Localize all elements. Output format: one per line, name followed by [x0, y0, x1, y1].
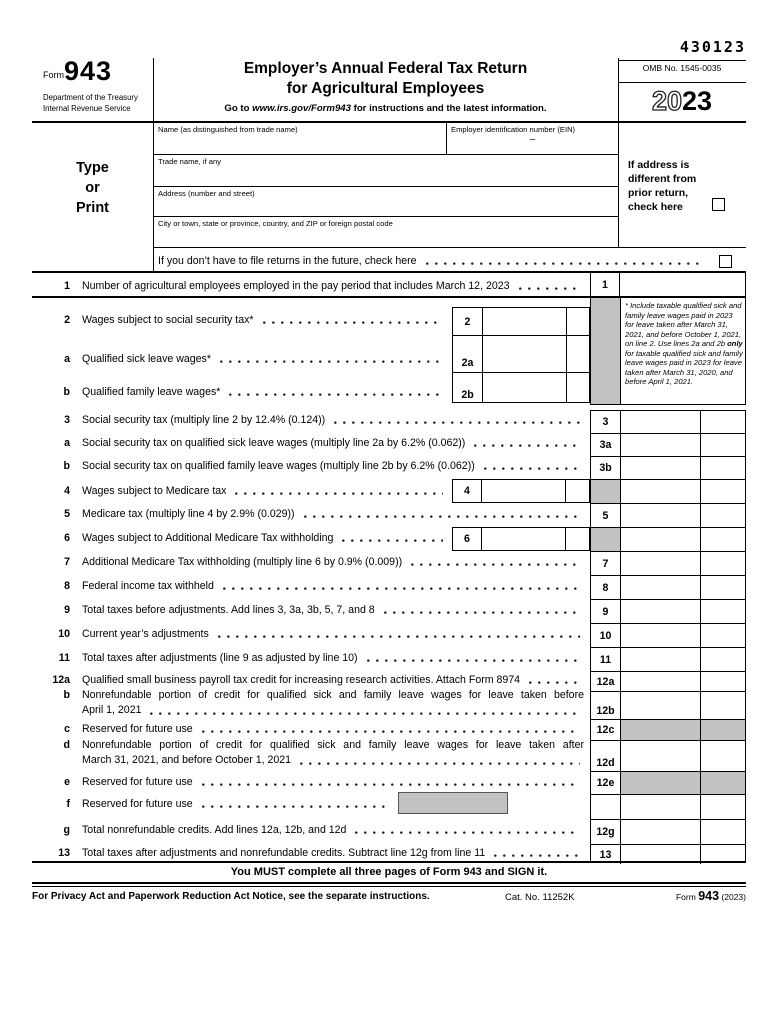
- line-5-cents-cell[interactable]: [701, 504, 745, 527]
- line-12d-box: 12d: [591, 741, 621, 771]
- line-6-box-group: [452, 527, 590, 551]
- line-12a-box: 12a: [591, 672, 621, 691]
- line-12b-box: 12b: [591, 692, 621, 719]
- line-12d: [63, 738, 584, 768]
- line-3-cells: [591, 411, 745, 434]
- line-3a-cells: [591, 434, 745, 457]
- line-8-number: 8: [64, 580, 70, 592]
- line-3-box: 3: [591, 411, 621, 433]
- line-12g-amount-cell[interactable]: [621, 820, 701, 844]
- line-12c-label: Reserved for future use: [82, 723, 193, 735]
- dot-leader: [202, 730, 580, 734]
- line-6-box: 6: [453, 528, 482, 550]
- name-field-label: Name (as distinguished from trade name): [158, 125, 298, 134]
- dot-leader: [223, 587, 580, 591]
- line-2-amount-cell[interactable]: [482, 308, 566, 335]
- line-7-number: 7: [64, 556, 70, 568]
- line-4-label: Wages subject to Medicare tax: [82, 485, 227, 497]
- line-12g-cells: [591, 820, 745, 845]
- line-12f-empty-cell: [591, 795, 621, 819]
- ein-field[interactable]: [447, 123, 618, 154]
- line-6-number: 6: [64, 532, 70, 544]
- line-12f-number: f: [66, 798, 70, 810]
- form-footer-number: Form 943 (2023): [675, 889, 746, 903]
- department-line1: Department of the Treasury: [43, 93, 138, 102]
- line-12b-label: Nonrefundable portion of credit for qualified sick and family leave wages for leave taken before: [82, 689, 584, 701]
- line-10-cents-cell[interactable]: [701, 624, 745, 647]
- line-12f-reserved-box: [398, 792, 508, 814]
- page-title-line2: for Agricultural Employees: [286, 80, 485, 97]
- line-6-shaded-cell: [591, 528, 621, 551]
- line-12b: [63, 688, 584, 718]
- line-11-cents-cell[interactable]: [701, 648, 745, 671]
- line-3a-label: Social security tax on qualified sick leave wages (multiply line 2a by 6.2% (0.062)): [82, 437, 466, 449]
- dot-leader: [494, 854, 580, 858]
- line-7-label: Additional Medicare Tax withholding (multiply line 6 by 0.9% (0.009)): [82, 556, 403, 568]
- ein-field-label: Employer identification number (EIN): [451, 125, 576, 134]
- go-to-instruction: [153, 103, 618, 114]
- line-12d-cells: [591, 741, 745, 772]
- line-2-box: 2: [464, 315, 471, 328]
- line-3a-number: a: [64, 437, 70, 449]
- line-12a-label: Qualified small business payroll tax credit for increasing research activities. Attach Form 8974: [82, 674, 521, 686]
- line-3-number: 3: [64, 414, 70, 426]
- final-return-label: If you don’t have to file returns in the future, check here: [158, 255, 417, 267]
- line-12c-box: 12c: [591, 720, 621, 740]
- line-12e-cells: [591, 772, 745, 795]
- line-3: [64, 413, 584, 427]
- line-10-amount-cell[interactable]: [621, 624, 701, 647]
- dot-leader: [384, 611, 580, 615]
- form-number-badge: 943: [64, 56, 113, 86]
- catalog-number: Cat. No. 11252K: [505, 892, 575, 903]
- dot-leader: [529, 681, 580, 685]
- line-2b-amount-cell[interactable]: [482, 372, 566, 404]
- line-9-cents-cell[interactable]: [701, 600, 745, 623]
- line-9-number: 9: [64, 604, 70, 616]
- line-12f: [66, 797, 394, 811]
- line-2a-box: 2a: [461, 357, 474, 369]
- line-6-right-spacer2: [701, 528, 745, 551]
- line-11-box: 11: [591, 648, 621, 671]
- line-10-box: 10: [591, 624, 621, 647]
- line-12d-label: Nonrefundable portion of credit for qualified sick and family leave wages for leave taken after: [82, 739, 584, 751]
- line-6-cents-cell[interactable]: [566, 528, 589, 550]
- line-12c-shaded-cents: [701, 720, 745, 740]
- line-12b-number: b: [63, 689, 70, 701]
- form-label: Form: [43, 70, 64, 80]
- dot-leader: [229, 393, 443, 397]
- line-12a: [52, 673, 584, 687]
- line-3b: [63, 459, 584, 473]
- line-12e-shaded-cents: [701, 772, 745, 794]
- line-12g-cents-cell[interactable]: [701, 820, 745, 844]
- line-12a-cells: [591, 672, 745, 692]
- line-4-cents-cell[interactable]: [566, 480, 589, 502]
- line-9: [64, 603, 584, 617]
- line-3b-label: Social security tax on qualified family leave wages (multiply line 2b by 6.2% (0.062)): [82, 460, 475, 472]
- instruction-post: for instructions and the latest information.: [350, 103, 547, 114]
- city-label: City or town, state or province, country, and ZIP or foreign postal code: [158, 219, 393, 228]
- line-12b-label2: April 1, 2021: [82, 704, 142, 716]
- dot-leader: [519, 287, 580, 291]
- address-different-checkbox[interactable]: [712, 198, 725, 211]
- must-complete-note: You MUST complete all three pages of Form 943 and SIGN it.: [230, 866, 548, 878]
- address-field[interactable]: [154, 187, 618, 216]
- address-different-label: If address is different from prior return, check here: [628, 159, 697, 213]
- line-12e-box: 12e: [591, 772, 621, 794]
- line-13-number: 13: [58, 847, 70, 859]
- line-10-label: Current year’s adjustments: [82, 628, 209, 640]
- line-3b-number: b: [63, 460, 70, 472]
- line-10: [58, 627, 584, 641]
- dot-leader: [300, 762, 580, 766]
- line-4-right-spacer: [621, 480, 701, 503]
- line-5: [64, 507, 584, 521]
- dot-leader: [474, 444, 580, 448]
- line-3-amount-cell[interactable]: [621, 411, 701, 433]
- dot-leader: [484, 467, 580, 471]
- line-2-label: Wages subject to social security tax*: [82, 314, 254, 326]
- line-8-amount-cell[interactable]: [621, 576, 701, 599]
- dot-leader: [202, 805, 390, 809]
- line-13: [58, 846, 584, 860]
- line-2-number: 2: [64, 314, 70, 326]
- line-2b-number: b: [63, 386, 70, 398]
- line-10-number: 10: [58, 628, 70, 640]
- line-2a-number: a: [64, 353, 70, 365]
- department-line2: Internal Revenue Service: [43, 104, 131, 113]
- line-2-box-group: [452, 307, 590, 403]
- privacy-notice: For Privacy Act and Paperwork Reduction Act Notice, see the separate instructions.: [32, 891, 430, 902]
- line-4-number: 4: [64, 485, 70, 497]
- line-2: [64, 313, 447, 327]
- line-12c-number: c: [64, 723, 70, 735]
- line-9-cells: [591, 600, 745, 624]
- line-5-label: Medicare tax (multiply line 4 by 2.9% (0.029)): [82, 508, 295, 520]
- line-6-label: Wages subject to Additional Medicare Tax withholding: [82, 532, 334, 544]
- line-6-amount-cell[interactable]: [482, 528, 566, 550]
- line-3a: [64, 436, 584, 450]
- trade-name-label: Trade name, if any: [158, 157, 222, 166]
- line-12b-cells: [591, 692, 745, 720]
- line-9-box: 9: [591, 600, 621, 623]
- line-12b-amount-cell[interactable]: [621, 692, 701, 719]
- line-1: [64, 279, 584, 293]
- line-4-box-group: [452, 479, 590, 503]
- line-7-cells: [591, 552, 745, 576]
- line-12a-amount-cell[interactable]: [621, 672, 701, 691]
- line-11-cells: [591, 648, 745, 672]
- line-9-label: Total taxes before adjustments. Add lines 3, 3a, 3b, 5, 7, and 8: [82, 604, 375, 616]
- dot-leader: [334, 421, 580, 425]
- instruction-pre: Go to: [224, 103, 253, 114]
- dot-leader: [342, 539, 443, 543]
- dot-leader: [150, 712, 580, 716]
- line-12c-shaded-cell: [621, 720, 701, 740]
- trade-name-field[interactable]: [154, 155, 618, 186]
- line-2a-label: Qualified sick leave wages*: [82, 353, 211, 365]
- line-12d-amount-cell[interactable]: [621, 741, 701, 771]
- line-8-box: 8: [591, 576, 621, 599]
- line-13-label: Total taxes after adjustments and nonrefundable credits. Subtract line 12g from line 11: [82, 847, 486, 859]
- line-7-box: 7: [591, 552, 621, 575]
- line-12f-spacer2: [701, 795, 745, 819]
- amount-grid: [590, 410, 746, 863]
- line-12f-cells: [591, 795, 745, 820]
- line-2b-box: 2b: [461, 389, 474, 401]
- line-12e-shaded-cell: [621, 772, 701, 794]
- type-or-print-label: Type or Print: [75, 160, 110, 216]
- ein-dash: –: [529, 134, 536, 145]
- irs-url: www.irs.gov/Form943: [252, 103, 351, 114]
- line-8-cents-cell[interactable]: [701, 576, 745, 599]
- final-return-row: [158, 254, 706, 268]
- line-12e-label: Reserved for future use: [82, 776, 193, 788]
- print-code: 430123: [679, 38, 746, 56]
- line-12c: [64, 722, 584, 736]
- line-4-cells: [591, 480, 745, 504]
- line-2b-label: Qualified family leave wages*: [82, 386, 221, 398]
- line-12a-cents-cell[interactable]: [701, 672, 745, 691]
- line-12g: [63, 823, 584, 837]
- line-5-amount-cell[interactable]: [621, 504, 701, 527]
- line-6: [64, 531, 447, 545]
- line-11-number: 11: [58, 652, 70, 664]
- dot-leader: [304, 515, 580, 519]
- line-3-cents-cell[interactable]: [701, 411, 745, 433]
- line-4-shaded-cell: [591, 480, 621, 503]
- shaded-column: [591, 298, 621, 404]
- line-7-cents-cell[interactable]: [701, 552, 745, 575]
- name-field[interactable]: [154, 123, 446, 154]
- line-1-box: 1: [590, 273, 620, 296]
- address-label: Address (number and street): [158, 189, 255, 198]
- tax-year-outline: 20: [651, 86, 682, 116]
- line-8: [64, 579, 584, 593]
- line-11: [58, 651, 584, 665]
- line-7-amount-cell[interactable]: [621, 552, 701, 575]
- tax-year-solid: 23: [682, 86, 713, 116]
- dot-leader: [355, 831, 580, 835]
- footnote: * Include taxable qualified sick and family leave wages paid in 2023 for leave taken after March 31, 2021, and before October 1, 2021, on line 2. Use lines 2a and 2b only for taxable qualified sick and family leave wages paid in 2023 for leave taken after March 31, 2020, and before April 1, 2021.: [625, 301, 743, 386]
- line-3a-cents-cell[interactable]: [701, 434, 745, 456]
- dot-leader: [235, 492, 443, 496]
- final-return-checkbox[interactable]: [719, 255, 732, 268]
- line-6-right-spacer: [621, 528, 701, 551]
- city-field[interactable]: [154, 217, 618, 247]
- tax-year: [618, 86, 746, 116]
- line-4: [64, 484, 447, 498]
- dot-leader: [202, 783, 580, 787]
- line-4-amount-cell[interactable]: [482, 480, 566, 502]
- omb-number: OMB No. 1545-0035: [642, 63, 722, 73]
- line-3b-cents-cell[interactable]: [701, 457, 745, 479]
- line-3a-amount-cell[interactable]: [621, 434, 701, 456]
- line-1-amount-cell[interactable]: [620, 273, 746, 296]
- line-1-number: 1: [64, 280, 70, 292]
- dot-leader: [411, 563, 580, 567]
- line-3b-cells: [591, 457, 745, 480]
- line-2a: [64, 352, 447, 366]
- line-12e: [64, 775, 584, 789]
- line-3a-box: 3a: [591, 434, 621, 456]
- line-6-cells: [591, 528, 745, 552]
- dot-leader: [426, 262, 702, 266]
- page-title-line1: Employer’s Annual Federal Tax Return: [243, 60, 528, 77]
- line-1-label: Number of agricultural employees employed in the pay period that includes March 12, 2023: [82, 280, 510, 292]
- dot-leader: [218, 635, 580, 639]
- line-3-label: Social security tax (multiply line 2 by 12.4% (0.124)): [82, 414, 326, 426]
- line-12a-number: 12a: [52, 674, 70, 686]
- dot-leader: [367, 659, 580, 663]
- line-12g-label: Total nonrefundable credits. Add lines 12a, 12b, and 12d: [82, 824, 347, 836]
- line-12f-label: Reserved for future use: [82, 798, 193, 810]
- line-9-amount-cell[interactable]: [621, 600, 701, 623]
- line-5-cells: [591, 504, 745, 528]
- line-8-cells: [591, 576, 745, 600]
- line-12c-cells: [591, 720, 745, 741]
- line-12d-label2: March 31, 2021, and before October 1, 2021: [82, 754, 292, 766]
- line-4-box: 4: [453, 480, 482, 502]
- dot-leader: [263, 321, 443, 325]
- line-5-number: 5: [64, 508, 70, 520]
- line-12g-box: 12g: [591, 820, 621, 844]
- line-4-right-spacer2: [701, 480, 745, 503]
- line-13-box: 13: [591, 845, 621, 864]
- line-3b-amount-cell[interactable]: [621, 457, 701, 479]
- line-11-amount-cell[interactable]: [621, 648, 701, 671]
- dot-leader: [220, 360, 443, 364]
- line-12e-number: e: [64, 776, 70, 788]
- line-2a-amount-cell[interactable]: [482, 335, 566, 372]
- line-11-label: Total taxes after adjustments (line 9 as adjusted by line 10): [82, 652, 358, 664]
- line-12f-spacer: [621, 795, 701, 819]
- line-5-box: 5: [591, 504, 621, 527]
- line-10-cells: [591, 624, 745, 648]
- sidenote-region: [590, 298, 746, 405]
- line-12b-cents-cell[interactable]: [701, 692, 745, 719]
- line-12d-number: d: [63, 739, 70, 751]
- line-12d-cents-cell[interactable]: [701, 741, 745, 771]
- line-3b-box: 3b: [591, 457, 621, 479]
- line-8-label: Federal income tax withheld: [82, 580, 214, 592]
- line-7: [64, 555, 584, 569]
- line-2b: [63, 385, 447, 399]
- line-12g-number: g: [63, 824, 70, 836]
